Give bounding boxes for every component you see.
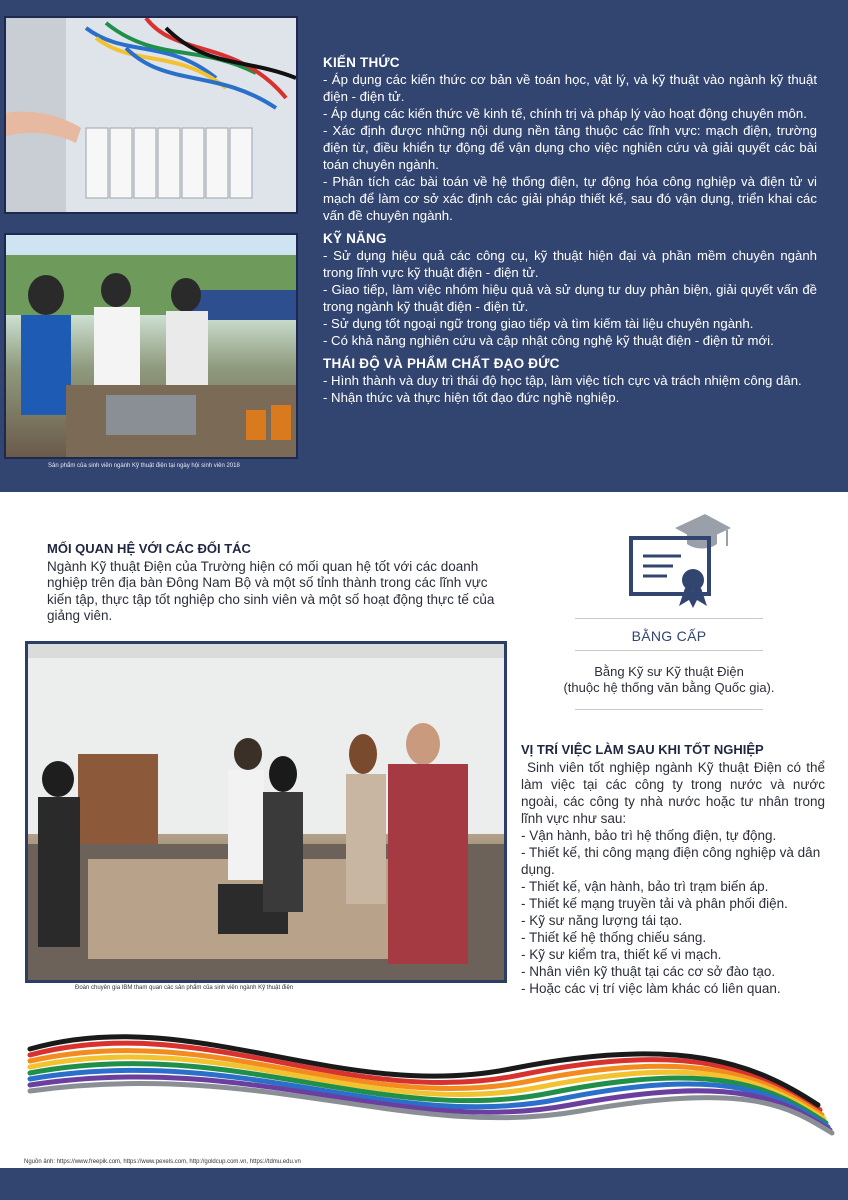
- divider: [575, 709, 763, 710]
- degree-line-1: Bằng Kỹ sư Kỹ thuật Điện: [594, 664, 744, 679]
- students-exhibition-photo: [4, 233, 298, 459]
- partners-section: [47, 541, 507, 625]
- bottom-bar: [0, 1168, 848, 1200]
- partners-heading: MỐI QUAN HỆ VỚI CÁC ĐỐI TÁC: [47, 541, 251, 556]
- jobs-section: [521, 741, 825, 997]
- degree-line-2: (thuộc hệ thống văn bằng Quốc gia).: [563, 680, 775, 695]
- job-item: - Vận hành, bảo trì hệ thống điện, tự động.: [521, 828, 777, 843]
- partners-body: Ngành Kỹ thuật Điện của Trường hiện có mối quan hệ tốt với các doanh nghiệp trên địa bàn Đông Nam Bộ và một số tỉnh thành trong các lĩnh vực kiến tập, thực tập tốt nghiệp cho sinh viên và một số hoạt động thực tế của giảng viên.: [47, 558, 495, 623]
- knowledge-item: - Phân tích các bài toán về hệ thống điện, tự động hóa công nghiệp và điện tử vi mạch để làm cơ sở xác định các giải pháp thiết kế, sau đó vận dụng, triển khai các vấn đề chuyên ngành.: [323, 174, 817, 223]
- attitude-item: - Hình thành và duy trì thái độ học tập, làm việc tích cực và trách nhiệm công dân.: [323, 373, 802, 388]
- divider: [575, 618, 763, 619]
- job-item: - Kỹ sư năng lượng tái tạo.: [521, 913, 683, 928]
- jobs-heading: VỊ TRÍ VIỆC LÀM SAU KHI TỐT NGHIỆP: [521, 742, 764, 757]
- jobs-intro: Sinh viên tốt nghiệp ngành Kỹ thuật Điện có thể làm việc tại các công ty trong nước và nước ngoài, các công ty nhà nước hoặc tư nhân trong lĩnh vực như sau:: [521, 760, 825, 826]
- diploma-icon: [627, 510, 737, 610]
- job-item: - Thiết kế hệ thống chiếu sáng.: [521, 930, 707, 945]
- divider: [575, 650, 763, 651]
- degree-label: BẰNG CẤP: [631, 628, 707, 644]
- job-item: - Thiết kế mạng truyền tải và phân phối điện.: [521, 896, 788, 911]
- skills-item: - Sử dụng hiệu quả các công cụ, kỹ thuật hiện đại và phần mềm chuyên ngành trong lĩnh vực kỹ thuật điện - điện tử.: [323, 248, 817, 280]
- image-source: Nguồn ảnh: https://www.freepik.com, https://www.pexels.com, http://goldcup.com.vn, https://tdmu.edu.vn: [24, 1159, 301, 1165]
- skills-item: - Có khả năng nghiên cứu và cập nhật công nghệ kỹ thuật điện - điện tử mới.: [323, 333, 774, 348]
- photo-caption-bottom: Đoàn chuyên gia IBM tham quan các sản phẩm của sinh viên ngành Kỹ thuật điện: [75, 985, 294, 991]
- job-item: - Thiết kế, vận hành, bảo trì trạm biến áp.: [521, 879, 769, 894]
- skills-item: - Sử dụng tốt ngoại ngữ trong giao tiếp và tìm kiếm tài liệu chuyên ngành.: [323, 316, 754, 331]
- job-item: - Kỹ sư kiểm tra, thiết kế vi mạch.: [521, 947, 722, 962]
- skills-heading: KỸ NĂNG: [323, 231, 387, 246]
- job-item: - Hoặc các vị trí việc làm khác có liên quan.: [521, 981, 781, 996]
- knowledge-heading: KIẾN THỨC: [323, 55, 400, 70]
- knowledge-item: - Xác định được những nội dung nền tảng thuộc các lĩnh vực: mạch điện, trường điện từ, điều khiển tự động để vận dụng cho việc nghiên cứu và giải quyết các bài toán chuyên ngành.: [323, 123, 817, 172]
- program-outcomes: [323, 52, 817, 406]
- photo-caption-top: Sản phẩm của sinh viên ngành Kỹ thuật điện tại ngày hội sinh viên 2018: [48, 463, 240, 469]
- job-item: - Nhân viên kỹ thuật tại các cơ sở đào tạo.: [521, 964, 776, 979]
- degree-description: [540, 664, 798, 696]
- knowledge-item: - Áp dụng các kiến thức cơ bản về toán học, vật lý, và kỹ thuật vào ngành kỹ thuật điện - điện tử.: [323, 72, 817, 104]
- colored-wires-decoration: [0, 1015, 848, 1140]
- job-item: - Thiết kế, thi công mạng điện công nghiệp và dân dụng.: [521, 845, 821, 877]
- ibm-visit-photo: [25, 641, 507, 983]
- knowledge-item: - Áp dụng các kiến thức về kinh tế, chính trị và pháp lý vào hoạt động chuyên môn.: [323, 106, 807, 121]
- attitude-item: - Nhận thức và thực hiện tốt đạo đức nghề nghiệp.: [323, 390, 620, 405]
- attitude-heading: THÁI ĐỘ VÀ PHẨM CHẤT ĐẠO ĐỨC: [323, 356, 560, 371]
- skills-item: - Giao tiếp, làm việc nhóm hiệu quả và sử dụng tư duy phản biện, giải quyết vấn đề trong ngành kỹ thuật điện - điện tử.: [323, 282, 817, 314]
- electrical-panel-photo: [4, 16, 298, 214]
